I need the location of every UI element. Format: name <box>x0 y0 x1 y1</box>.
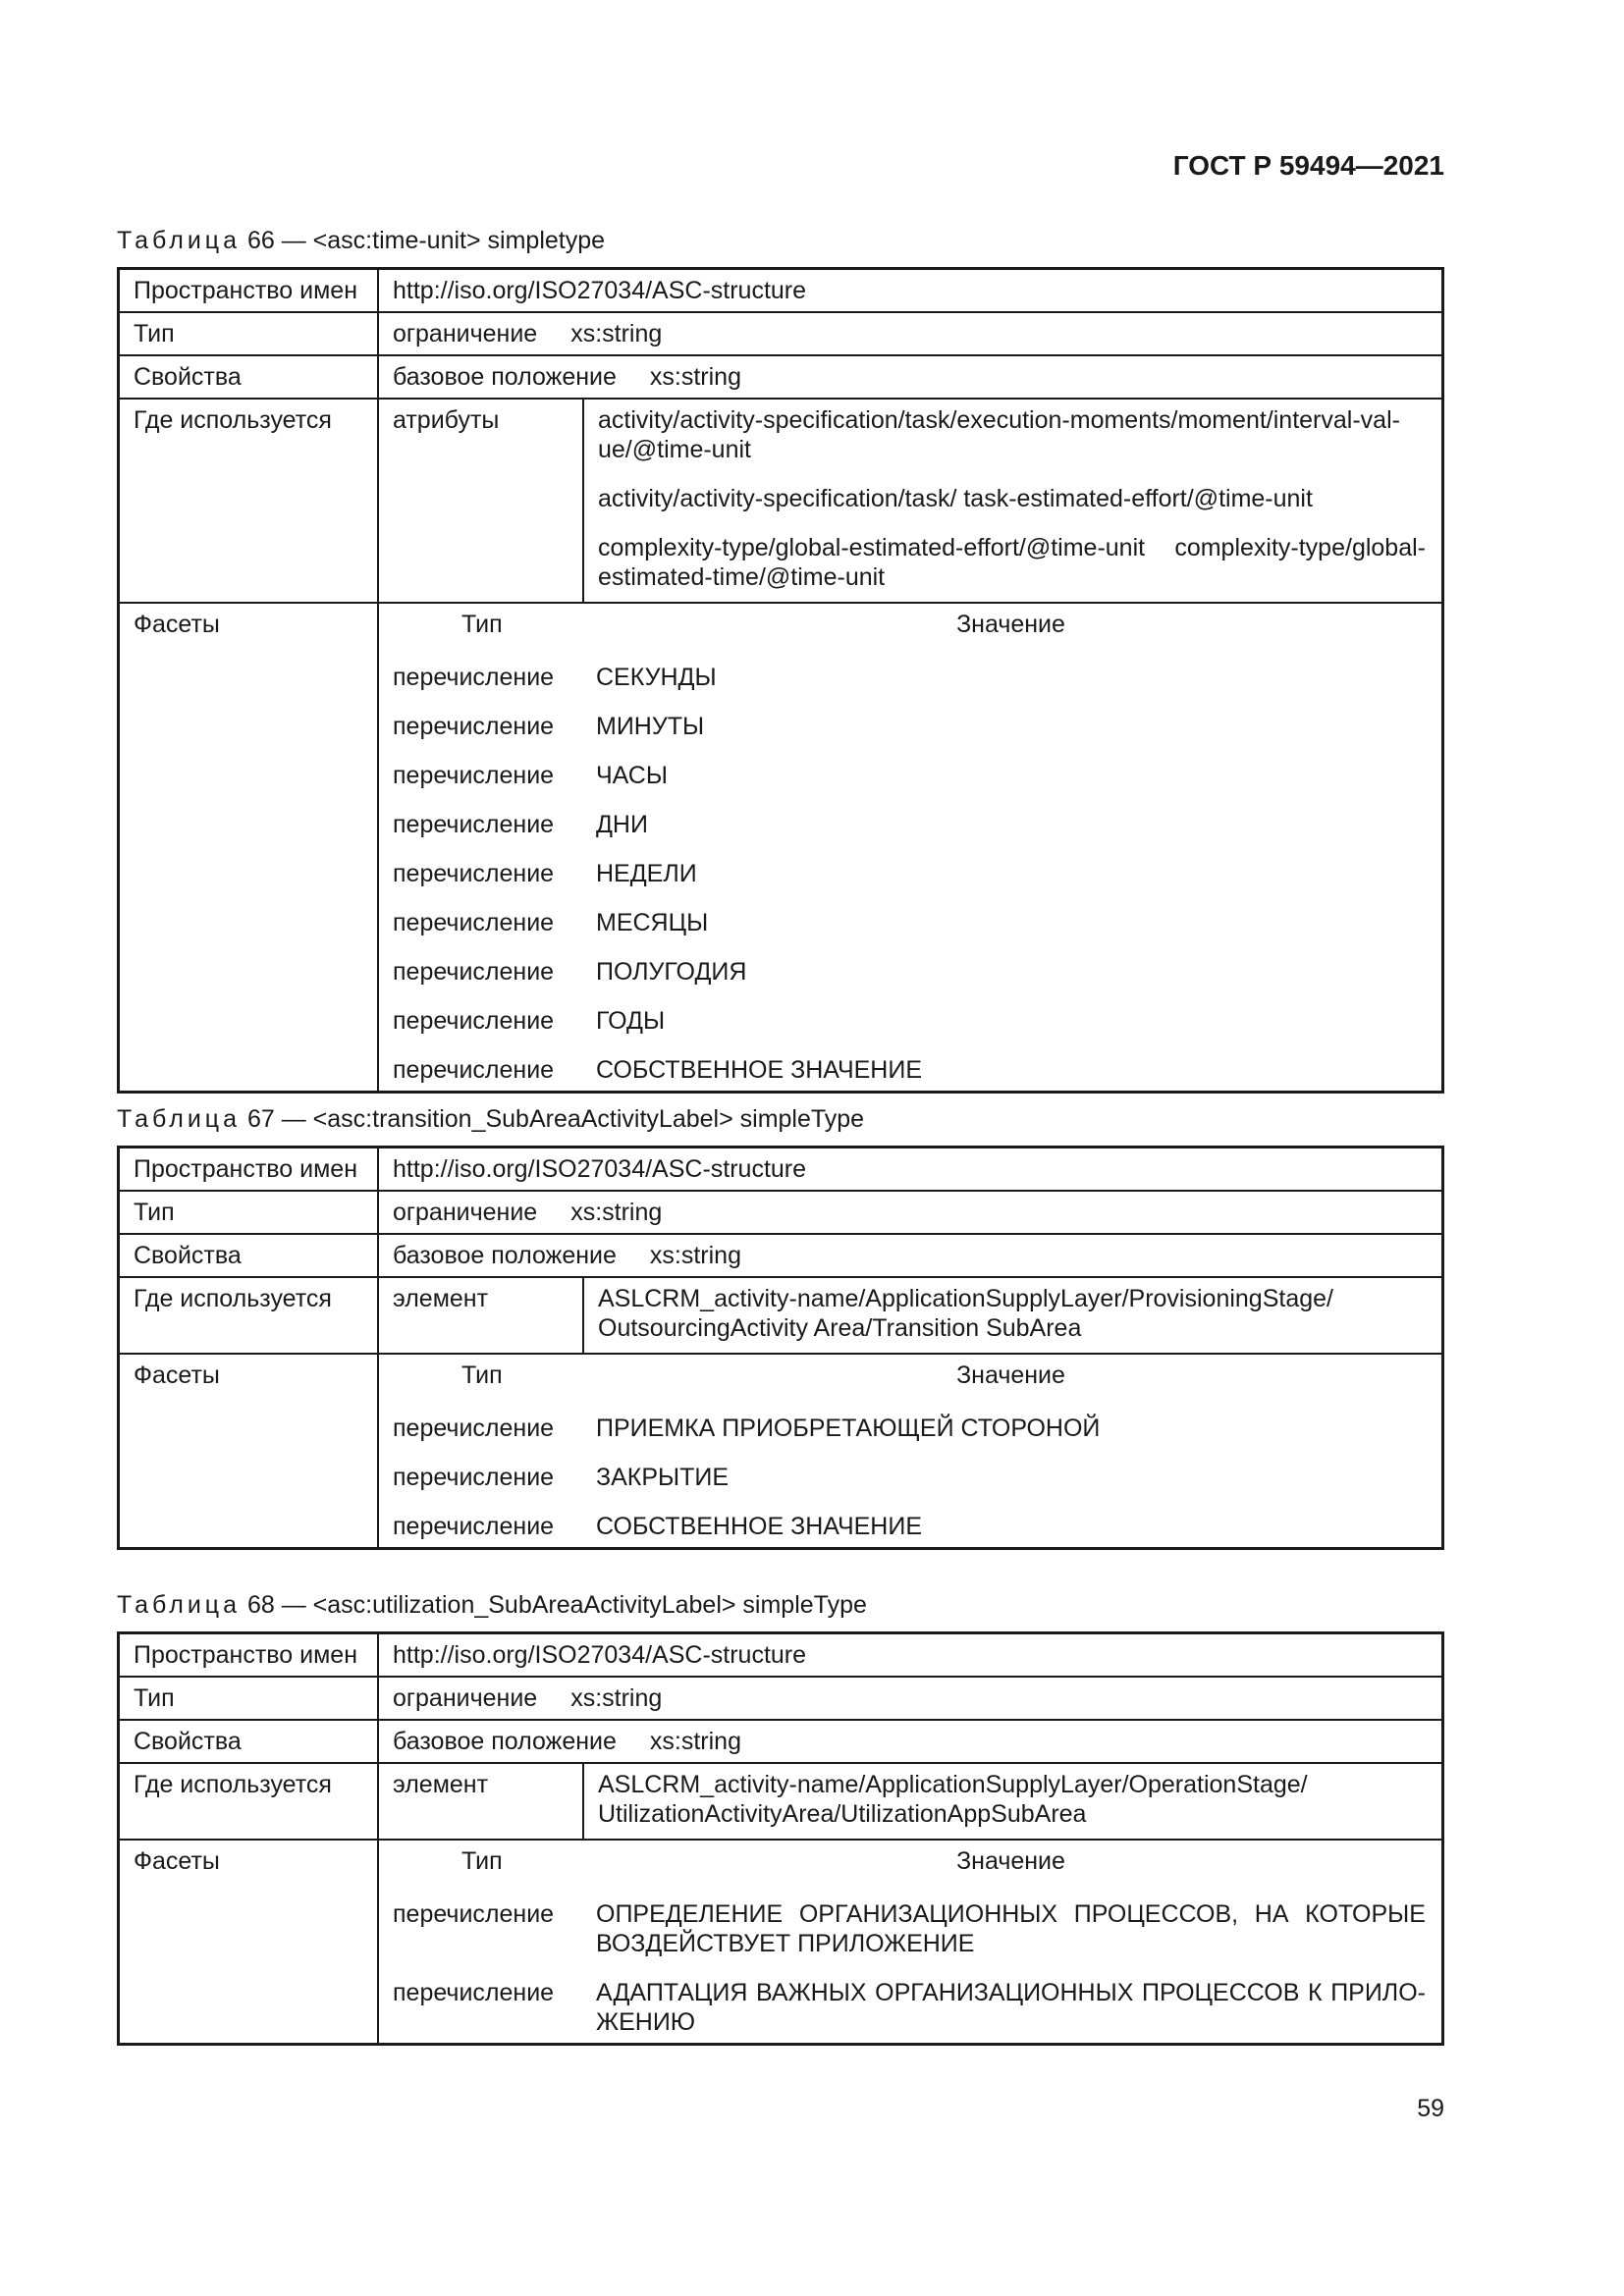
used-in-path: ASLCRM_activity-name/ApplicationSupplyLayer/ProvisioningStage/ OutsourcingActivity Area/Transition SubArea <box>598 1285 1333 1342</box>
used-in-path: activity/activity-specification/task/execution-moments/moment/interval-val-ue/@time-unit <box>598 406 1400 463</box>
row-label: Тип <box>119 312 379 355</box>
table-66-block <box>117 226 1444 1094</box>
used-in-row <box>119 1763 1443 1840</box>
facet-item: перечисление АДАПТАЦИЯ ВАЖНЫХ ОРГАНИЗАЦИОННЫХ ПРОЦЕССОВ К ПРИЛО-ЖЕНИЮ <box>393 1979 1426 2036</box>
row-label: Тип <box>119 1191 379 1234</box>
row-label: Тип <box>119 1677 379 1720</box>
properties-value: базовое положение xs:string <box>378 355 1443 399</box>
used-in-value <box>378 1763 1443 1840</box>
spec-table <box>117 1146 1444 1550</box>
used-in-path: complexity-type/global-estimated-effort/@time-unit complexity-type/global-estimated-time/@time-unit <box>598 534 1426 591</box>
used-in-paths <box>582 1764 1441 1839</box>
namespace-row <box>119 1633 1443 1678</box>
namespace-value: http://iso.org/ISO27034/ASC-structure <box>393 1155 807 1183</box>
facet-item: перечисление ЧАСЫ <box>393 762 668 789</box>
facets-list <box>378 603 1443 1093</box>
type-value: ограничение xs:string <box>378 312 1443 355</box>
table-68-block <box>117 1590 1444 2046</box>
facets-col-value: Значение <box>956 611 1065 638</box>
namespace-row <box>119 1148 1443 1192</box>
facet-item: перечисление СОБСТВЕННОЕ ЗНАЧЕНИЕ <box>393 1056 923 1084</box>
facets-header <box>393 1361 1426 1394</box>
facet-item: перечисление ДНИ <box>393 811 648 838</box>
facets-row <box>119 603 1443 1093</box>
facets-row <box>119 1354 1443 1549</box>
used-in-row <box>119 399 1443 603</box>
namespace-row <box>119 269 1443 313</box>
row-label: Где используется <box>119 1277 379 1354</box>
table-67-block <box>117 1104 1444 1550</box>
properties-value: базовое положение xs:string <box>378 1234 1443 1277</box>
properties-row <box>119 355 1443 399</box>
used-in-kind: элемент <box>393 1771 489 1798</box>
facets-row <box>119 1840 1443 2045</box>
facet-item: перечисление ПРИЕМКА ПРИОБРЕТАЮЩЕЙ СТОРОНОЙ <box>393 1415 1101 1442</box>
used-in-path: activity/activity-specification/task/ task-estimated-effort/@time-unit <box>598 485 1313 512</box>
facet-item: перечисление ГОДЫ <box>393 1007 666 1035</box>
properties-row <box>119 1234 1443 1277</box>
used-in-value <box>378 1277 1443 1354</box>
facet-item: перечисление НЕДЕЛИ <box>393 860 697 887</box>
facet-item: перечисление СЕКУНДЫ <box>393 664 717 691</box>
table-caption: Таблица 68 — <asc:utilization_SubAreaActivityLabel> simpleType <box>117 1591 867 1619</box>
type-row <box>119 1191 1443 1234</box>
row-label: Фасеты <box>119 1354 379 1549</box>
spec-table <box>117 1631 1444 2046</box>
facets-col-type: Тип <box>461 1847 503 1875</box>
used-in-value <box>378 399 1443 603</box>
facets-col-value: Значение <box>956 1362 1065 1389</box>
used-in-paths <box>582 1278 1441 1353</box>
row-label: Пространство имен <box>119 269 379 313</box>
facets-header <box>393 610 1426 643</box>
facets-col-value: Значение <box>956 1847 1065 1875</box>
facet-item: перечисление МЕСЯЦЫ <box>393 909 709 936</box>
facet-item: перечисление ЗАКРЫТИЕ <box>393 1464 730 1491</box>
row-label: Свойства <box>119 1720 379 1763</box>
facet-item: перечисление МИНУТЫ <box>393 713 705 740</box>
facets-header <box>393 1846 1426 1880</box>
table-caption: Таблица 66 — <asc:time-unit> simpletype <box>117 227 606 254</box>
facet-item: перечисление ПОЛУГОДИЯ <box>393 958 747 986</box>
row-label: Свойства <box>119 355 379 399</box>
type-row <box>119 1677 1443 1720</box>
row-label: Свойства <box>119 1234 379 1277</box>
row-label: Фасеты <box>119 603 379 1093</box>
row-label: Где используется <box>119 399 379 603</box>
type-value: ограничение xs:string <box>378 1677 1443 1720</box>
row-label: Пространство имен <box>119 1633 379 1678</box>
table-caption: Таблица 67 — <asc:transition_SubAreaActivityLabel> simpleType <box>117 1105 865 1133</box>
namespace-value: http://iso.org/ISO27034/ASC-structure <box>393 277 807 304</box>
spec-table <box>117 267 1444 1094</box>
properties-row <box>119 1720 1443 1763</box>
facets-col-type: Тип <box>461 1362 503 1389</box>
facets-list <box>378 1354 1443 1549</box>
used-in-row <box>119 1277 1443 1354</box>
facets-col-type: Тип <box>461 611 503 638</box>
row-label: Где используется <box>119 1763 379 1840</box>
facets-list <box>378 1840 1443 2045</box>
page-number: 59 <box>1417 2095 1444 2122</box>
used-in-kind: атрибуты <box>393 406 500 434</box>
used-in-paths <box>582 400 1441 602</box>
facet-item: перечисление СОБСТВЕННОЕ ЗНАЧЕНИЕ <box>393 1513 923 1540</box>
row-label: Пространство имен <box>119 1148 379 1192</box>
used-in-path: ASLCRM_activity-name/ApplicationSupplyLayer/OperationStage/ UtilizationActivityArea/UtilizationAppSubArea <box>598 1771 1308 1828</box>
document-code: ГОСТ Р 59494—2021 <box>1172 150 1444 181</box>
facet-item: перечисление ОПРЕДЕЛЕНИЕ ОРГАНИЗАЦИОННЫХ ПРОЦЕССОВ, НА КОТОРЫЕ ВОЗДЕЙСТВУЕТ ПРИЛОЖЕНИЕ <box>393 1900 1426 1957</box>
type-value: ограничение xs:string <box>378 1191 1443 1234</box>
used-in-kind: элемент <box>393 1285 489 1312</box>
properties-value: базовое положение xs:string <box>378 1720 1443 1763</box>
row-label: Фасеты <box>119 1840 379 2045</box>
type-row <box>119 312 1443 355</box>
namespace-value: http://iso.org/ISO27034/ASC-structure <box>393 1641 807 1669</box>
